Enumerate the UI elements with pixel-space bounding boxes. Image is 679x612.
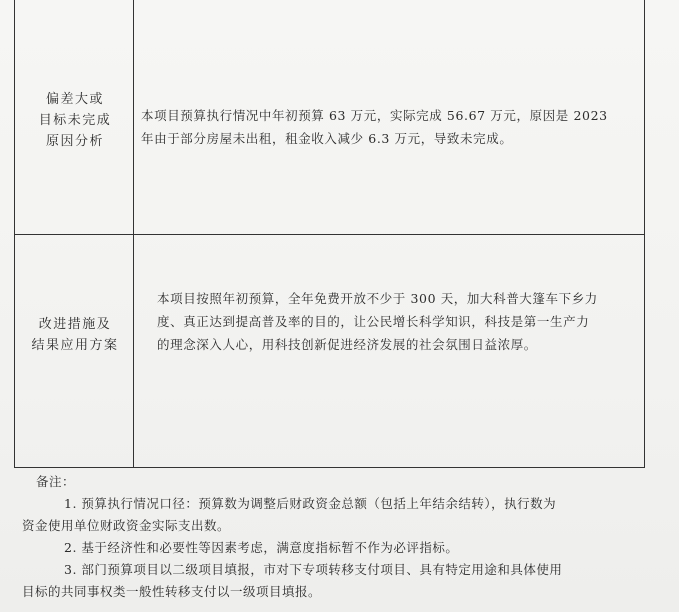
row-content-line: 本项目预算执行情况中年初预算 63 万元，实际完成 56.67 万元，原因是 2023 [141, 108, 608, 123]
note-line: 1. 预算执行情况口径：预算数为调整后财政资金总额（包括上年结余结转），执行数为 [64, 496, 557, 511]
row-label-line: 偏差大或 [45, 92, 104, 107]
row-label-deviation-analysis [19, 89, 131, 152]
notes-section [20, 471, 660, 603]
note-line: 资金使用单位财政资金实际支出数。 [22, 518, 231, 533]
row-label-line: 结果应用方案 [31, 338, 119, 353]
note-line: 2. 基于经济性和必要性等因素考虑，满意度指标暂不作为必评指标。 [64, 540, 459, 555]
row-label-improvement-plan [19, 314, 131, 356]
evaluation-table [14, 0, 645, 468]
row-content-line: 年由于部分房屋未出租，租金收入减少 6.3 万元，导致未完成。 [141, 131, 513, 146]
row-content-deviation-analysis [141, 104, 611, 150]
note-line: 3. 部门预算项目以二级项目填报，市对下专项转移支付项目、具有特定用途和具体使用 [64, 562, 563, 577]
notes-title: 备注： [36, 474, 76, 489]
row-label-line: 改进措施及 [38, 317, 112, 332]
row-content-improvement-plan [157, 287, 647, 356]
row-label-line: 目标未完成 [38, 113, 112, 128]
row-content-line: 度、真正达到提高普及率的目的，让公民增长科学知识，科技是第一生产力 [157, 314, 590, 329]
row-divider [15, 234, 644, 235]
note-line: 目标的共同事权类一般性转移支付以一级项目填报。 [22, 584, 322, 599]
row-content-line: 本项目按照年初预算，全年免费开放不少于 300 天，加大科普大篷车下乡力 [157, 291, 598, 306]
row-label-line: 原因分析 [45, 134, 104, 149]
row-content-line: 的理念深入人心，用科技创新促进经济发展的社会氛围日益浓厚。 [157, 337, 537, 352]
